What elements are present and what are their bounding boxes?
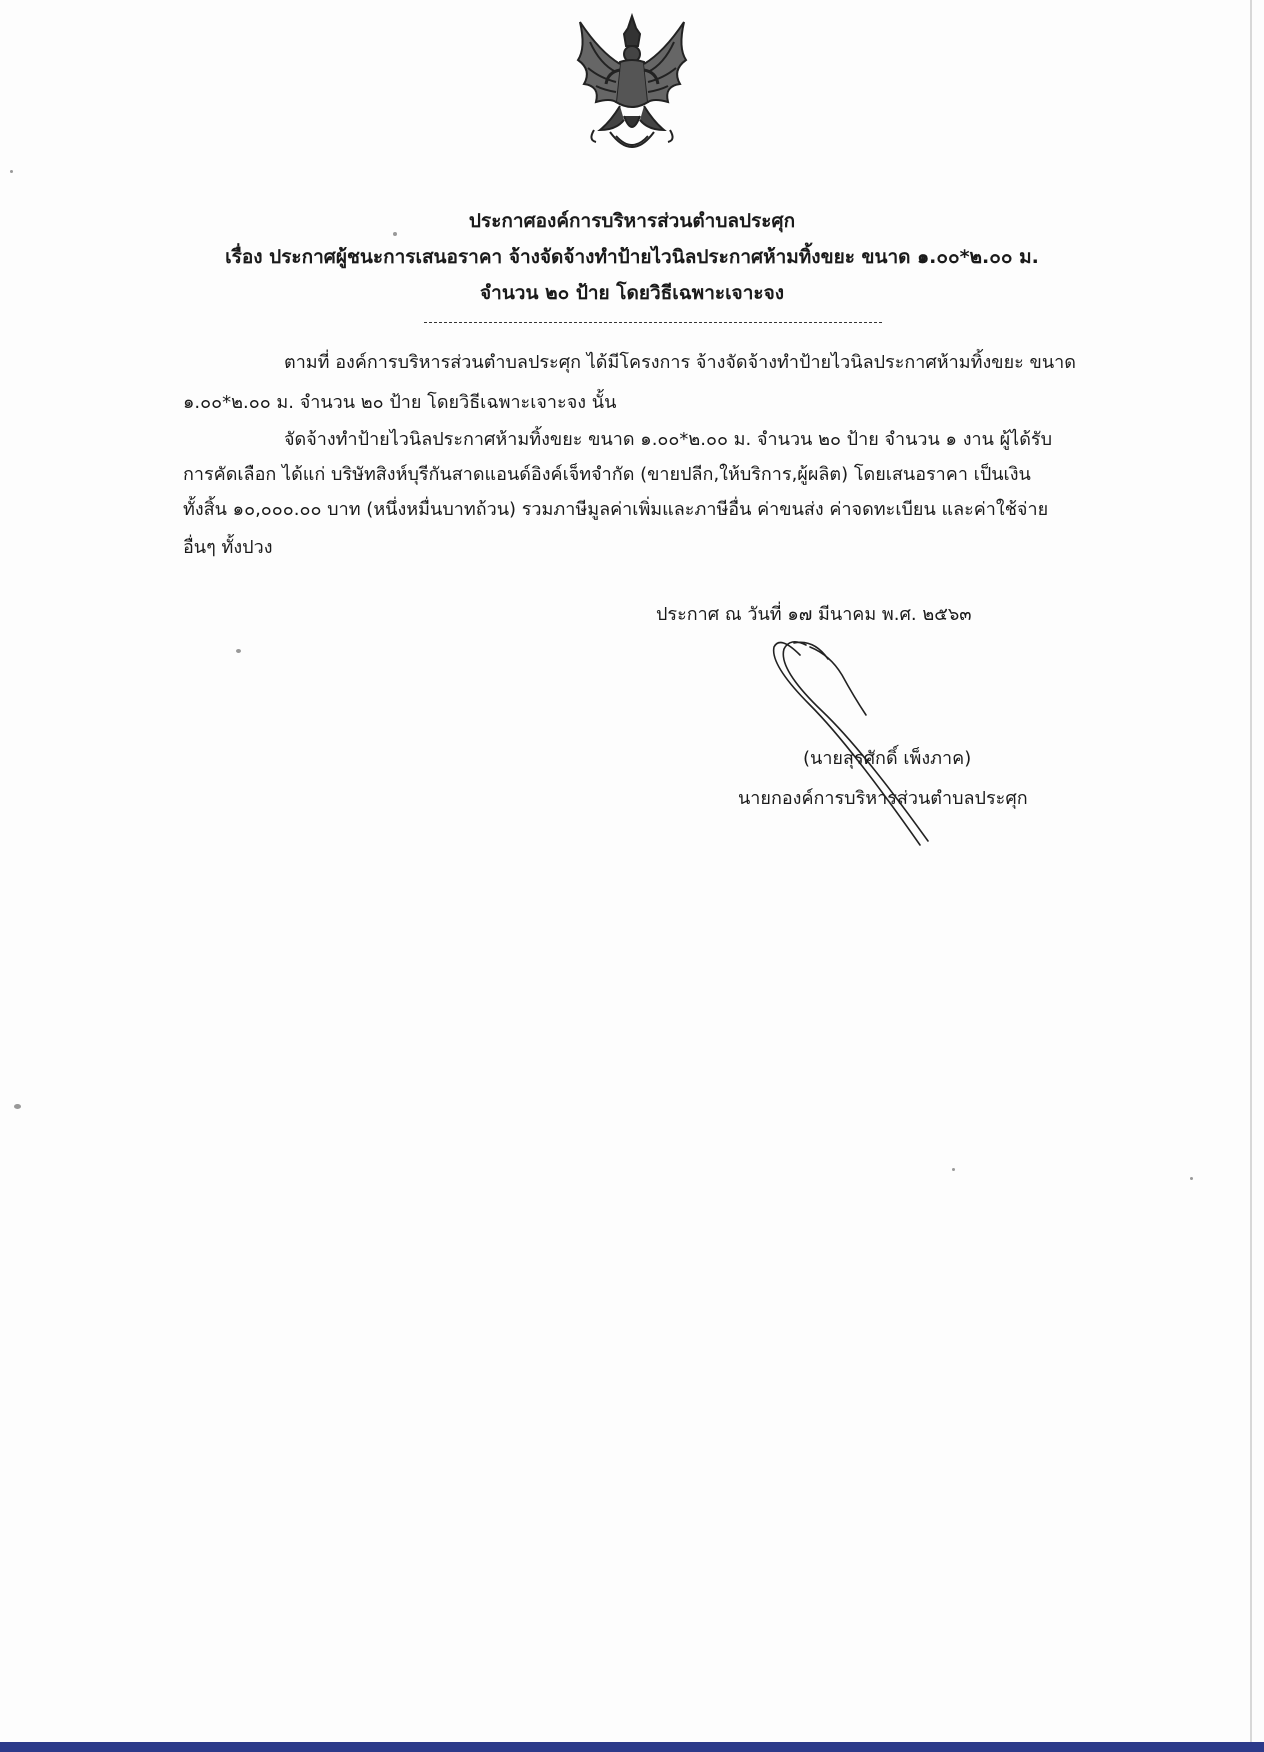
paragraph-2-line-1: จัดจ้างทำป้ายไวนิลประกาศห้ามทิ้งขยะ ขนาด ๑.๐๐*๒.๐๐ ม. จำนวน ๒๐ ป้าย จำนวน ๑ งาน ผู้ได้รับ (284, 429, 1053, 450)
scan-speck (1190, 1177, 1193, 1180)
paragraph-2-line-3: ทั้งสิ้น ๑๐,๐๐๐.๐๐ บาท (หนึ่งหมื่นบาทถ้วน) รวมภาษีมูลค่าเพิ่มและภาษีอื่น ค่าขนส่ง ค่าจดทะเบียน และค่าใช้จ่าย (183, 499, 1049, 520)
scan-speck (236, 649, 241, 653)
paragraph-2-line-4: อื่นๆ ทั้งปวง (183, 537, 273, 558)
document-subject-continued: จำนวน ๒๐ ป้าย โดยวิธีเฉพาะเจาะจง (480, 282, 784, 304)
scan-speck (393, 232, 397, 236)
scan-edge-right (1250, 0, 1252, 1752)
signer-name: (นายสุรศักดิ์ เพ็งภาค) (803, 748, 972, 769)
scan-speck (952, 1168, 955, 1171)
announcement-date: ประกาศ ณ วันที่ ๑๗ มีนาคม พ.ศ. ๒๕๖๓ (656, 604, 972, 625)
signer-title: นายกองค์การบริหารส่วนตำบลประศุก (738, 788, 1028, 809)
title-divider (424, 322, 882, 323)
garuda-emblem-icon (570, 12, 694, 168)
paragraph-2-line-2: การคัดเลือก ได้แก่ บริษัทสิงห์บุรีกันสาดแอนด์อิงค์เจ็ทจำกัด (ขายปลีก,ให้บริการ,ผู้ผลิต) โดยเสนอราคา เป็นเงิน (183, 464, 1031, 485)
paragraph-1-line-1: ตามที่ องค์การบริหารส่วนตำบลประศุก ได้มีโครงการ จ้างจัดจ้างทำป้ายไวนิลประกาศห้ามทิ้งขยะ ขนาด (284, 352, 1076, 373)
paragraph-1-line-2: ๑.๐๐*๒.๐๐ ม. จำนวน ๒๐ ป้าย โดยวิธีเฉพาะเจาะจง นั้น (183, 392, 617, 413)
document-title: ประกาศองค์การบริหารส่วนตำบลประศุก (468, 210, 796, 232)
scan-edge-bottom (0, 1742, 1264, 1752)
document-subject: เรื่อง ประกาศผู้ชนะการเสนอราคา จ้างจัดจ้างทำป้ายไวนิลประกาศห้ามทิ้งขยะ ขนาด ๑.๐๐*๒.๐๐ ม. (225, 246, 1039, 268)
scan-speck (14, 1104, 21, 1109)
scan-speck (10, 170, 13, 173)
